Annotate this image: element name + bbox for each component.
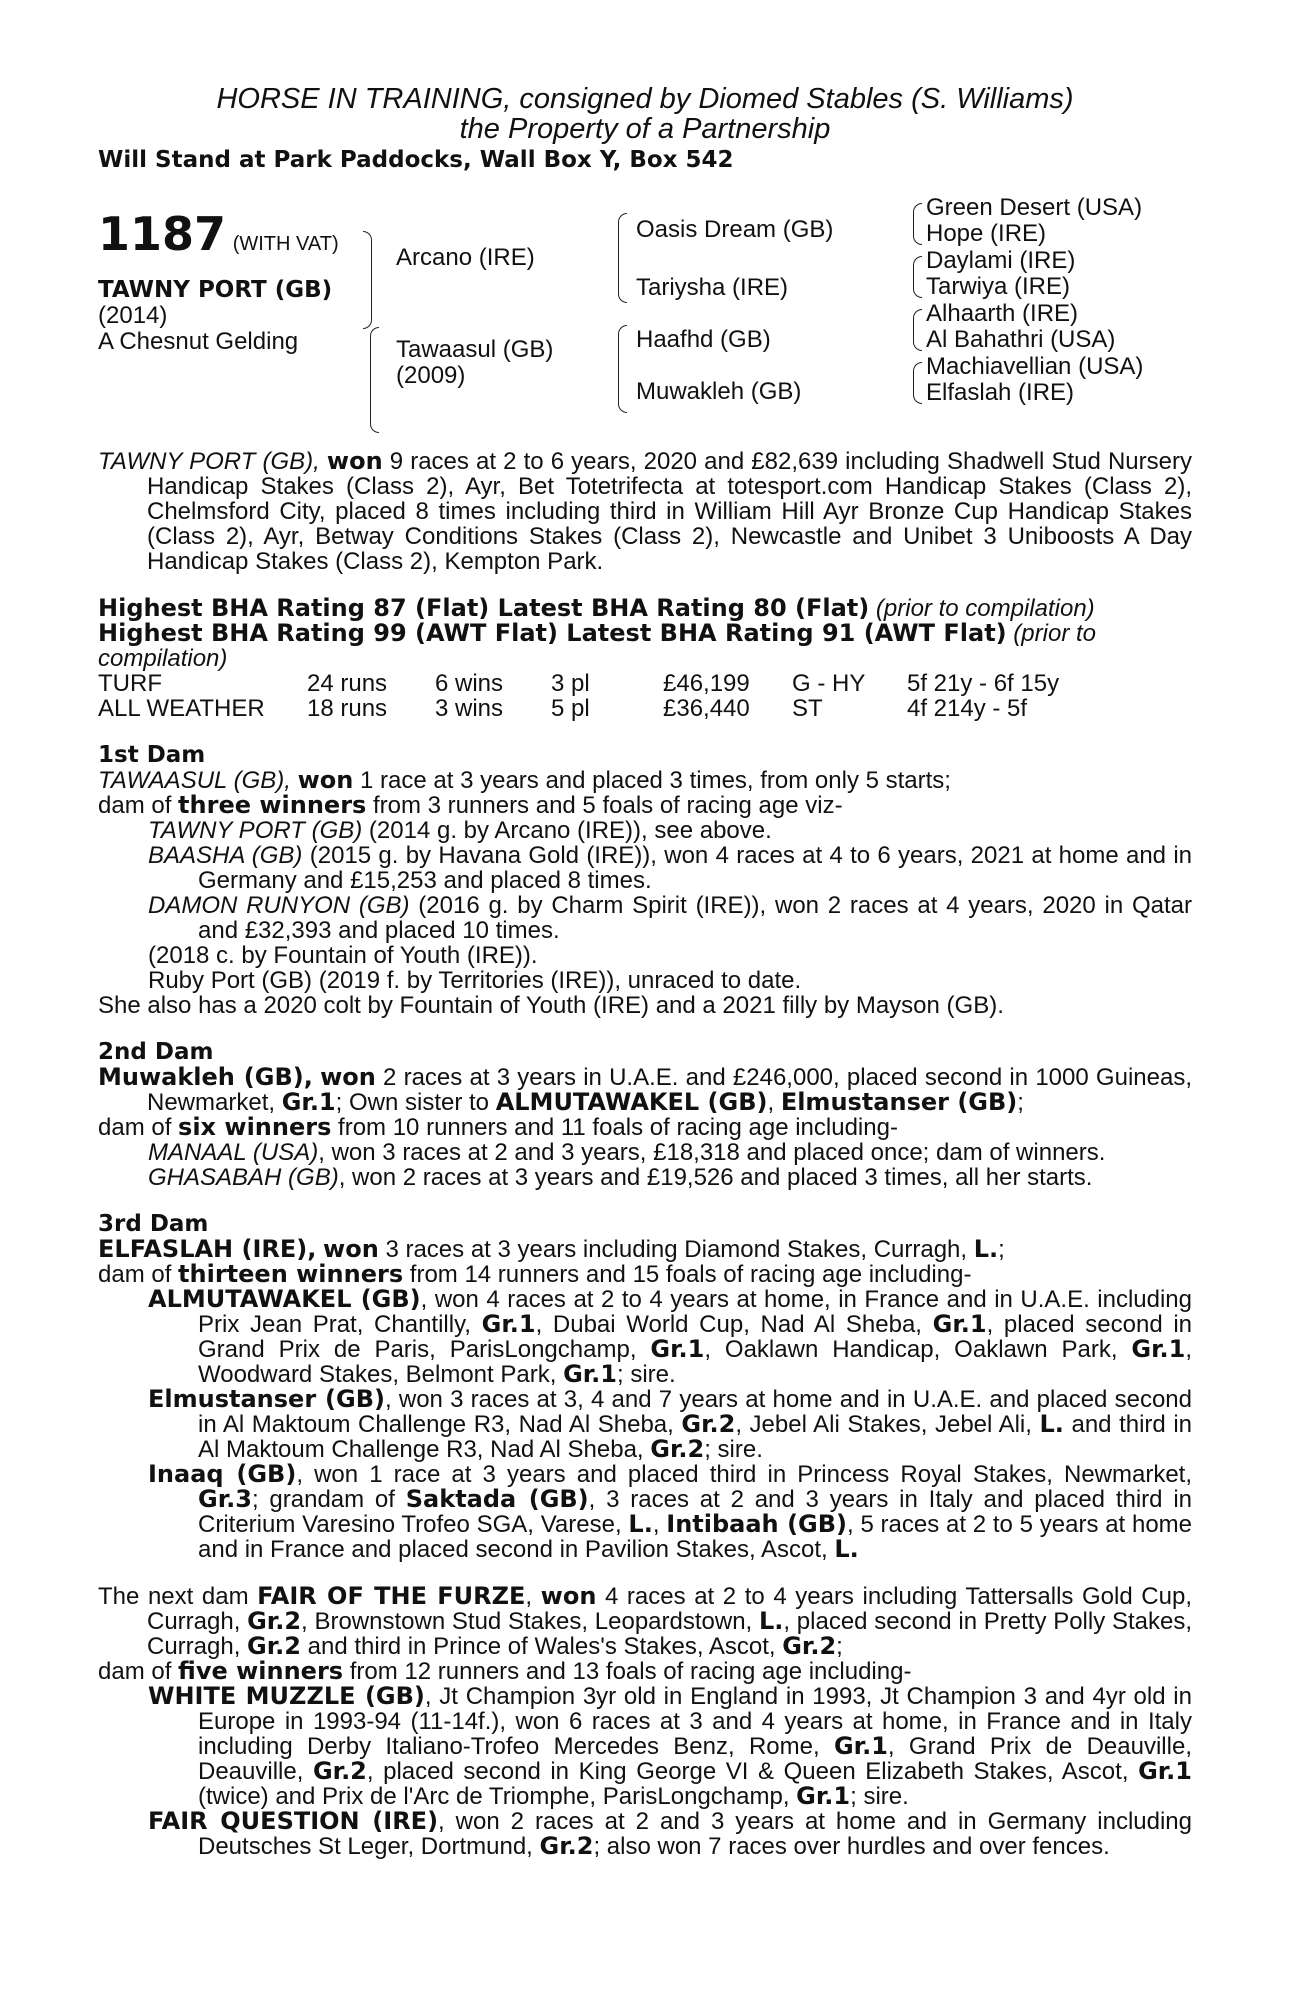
- next-dam-section: [98, 1584, 1192, 1859]
- table-row: [98, 696, 1059, 721]
- stabling-line: Will Stand at Park Paddocks, Wall Box Y, Box 542: [98, 147, 734, 173]
- dam-of-text: from 3 runners and 5 foals of racing age viz-: [366, 792, 843, 819]
- lot-number: 1187: [98, 207, 227, 261]
- horse-name: TAWNY PORT (GB): [98, 277, 333, 303]
- third-dam-section: [98, 1212, 1192, 1562]
- dam-line: [98, 1237, 1192, 1262]
- section-heading: 2nd Dam: [98, 1039, 214, 1065]
- progeny-text: ; sire.: [617, 1361, 676, 1388]
- progeny-name: TAWNY PORT (GB): [148, 817, 363, 844]
- distance-cell: 5f 21y - 6f 15y: [907, 670, 1060, 697]
- awt-rating-text: Highest BHA Rating 99 (AWT Flat) Latest BHA Rating 91 (AWT Flat): [98, 619, 1007, 647]
- progeny-text: ; grandam of: [251, 1486, 406, 1513]
- pedigree-bracket: [363, 231, 372, 329]
- surface-cell: ALL WEATHER: [98, 695, 265, 722]
- dam-name: TAWAASUL (GB),: [98, 767, 291, 794]
- progeny-item: [98, 893, 1192, 943]
- lot-number-line: [98, 207, 339, 261]
- progeny-name: Elmustanser (GB): [148, 1385, 385, 1413]
- dam-text: and third in Prince of Wales's Stakes, Ascot,: [300, 1633, 783, 1660]
- flat-rating: [98, 596, 1192, 621]
- progeny-item: Ruby Port (GB) (2019 f. by Territories (IRE)), unraced to date.: [148, 967, 802, 994]
- dam-text: 3 races at 3 years including Diamond Stakes, Curragh,: [378, 1236, 974, 1263]
- progeny-text: , Jt Champion 3yr old in England in 1993, Jt Champion 3 and 4yr old in Europe in 1993-94 (11-14f.), won 6 races at 3 and 4 years at home, in France and in Italy including Derby Italiano-Trofeo Mercedes Benz, Rome,: [198, 1683, 1192, 1760]
- sire: Arcano (IRE): [396, 244, 535, 271]
- section-heading: 1st Dam: [98, 742, 206, 768]
- separator: ,: [525, 1583, 541, 1610]
- progeny-name: BAASHA (GB): [148, 842, 303, 869]
- runs-cell: 18 runs: [307, 695, 388, 722]
- dam-dam: Muwakleh (GB): [636, 378, 802, 405]
- grade-label: Gr.1: [1138, 1757, 1192, 1785]
- foaling-year: (2014): [98, 302, 168, 329]
- grade-label: Gr.1: [481, 1310, 536, 1338]
- grade-label: Gr.1: [796, 1782, 851, 1810]
- grade-label: Gr.2: [782, 1632, 837, 1660]
- progeny-text: , won 2 races at 3 years and £19,526 and placed 3 times, all her starts.: [338, 1164, 1093, 1191]
- gen3-2: Hope (IRE): [926, 220, 1047, 247]
- dam-of-text: from 12 runners and 13 foals of racing age including-: [343, 1658, 912, 1685]
- progeny-text: , won 4 races at 2 to 4 years at home, in France and in U.A.E. including Prix Jean Prat, Chantilly,: [198, 1286, 1193, 1338]
- catalogue-page: [98, 84, 1192, 1859]
- progeny-name: DAMON RUNYON (GB): [148, 892, 410, 919]
- runs-cell: 24 runs: [307, 670, 388, 697]
- sire-dam: Tariysha (IRE): [636, 274, 789, 301]
- winners-count: three winners: [178, 791, 367, 819]
- grade-label: Gr.2: [681, 1410, 736, 1438]
- consignor-line: HORSE IN TRAINING, consigned by Diomed Stables (S. Williams): [216, 83, 1074, 115]
- race-summary: [98, 449, 1192, 574]
- progeny-text: , Dubai World Cup, Nad Al Sheba,: [535, 1311, 933, 1338]
- progeny-text: , 3 races at 2 and 3 years in Italy and placed third in Criterium Varesino Trofeo SGA, Varese,: [198, 1486, 1192, 1538]
- progeny-item: [98, 1165, 1192, 1190]
- progeny-text: , won 3 races at 3, 4 and 7 years at home and in U.A.E. and placed second in Al Maktoum Challenge R3, Nad Al Sheba,: [198, 1386, 1193, 1438]
- dam-of-line: [98, 1659, 1192, 1684]
- progeny-item: [98, 1684, 1192, 1809]
- won-label: won: [326, 447, 383, 475]
- vat-note: (WITH VAT): [232, 233, 339, 255]
- progeny-name: WHITE MUZZLE (GB): [148, 1682, 425, 1710]
- property-line: the Property of a Partnership: [459, 113, 831, 145]
- winners-count: six winners: [178, 1113, 332, 1141]
- gen3-5: Alhaarth (IRE): [926, 300, 1079, 327]
- grade-label: Gr.2: [650, 1435, 705, 1463]
- gen3-6: Al Bahathri (USA): [926, 326, 1116, 353]
- grade-label: L.: [758, 1607, 784, 1635]
- progeny-name: GHASABAH (GB): [148, 1164, 339, 1191]
- grandprogeny-name: Intibaah (GB): [666, 1510, 848, 1538]
- progeny-name: Inaaq (GB): [148, 1460, 297, 1488]
- progeny-text: , Oaklawn Handicap, Oaklawn Park,: [704, 1336, 1132, 1363]
- table-row: [98, 671, 1059, 696]
- won-label: won: [320, 1063, 376, 1091]
- dam-of-label: dam of: [98, 1114, 179, 1141]
- progeny-text: , Grand Prix de Deauville, Deauville,: [198, 1733, 1192, 1785]
- won-label: won: [323, 1235, 379, 1263]
- dam-of-line: [98, 1115, 1192, 1140]
- progeny-text: , placed second in King George VI & Queen Elizabeth Stakes, Ascot,: [366, 1758, 1139, 1785]
- dam-name: FAIR OF THE FURZE: [257, 1582, 526, 1610]
- flat-rating-text: Highest BHA Rating 87 (Flat) Latest BHA Rating 80 (Flat): [98, 594, 870, 622]
- progeny-text: and third in Al Maktoum Challenge R3, Nad Al Sheba,: [198, 1411, 1193, 1463]
- progeny-item: (2018 c. by Fountain of Youth (IRE)).: [148, 942, 538, 969]
- pedigree-bracket: [370, 327, 379, 433]
- gen3-1: Green Desert (USA): [926, 194, 1143, 221]
- dam-text: 4 races at 2 to 4 years including Tattersalls Gold Cup, Curragh,: [147, 1583, 1192, 1635]
- dam-of-label: dam of: [98, 792, 179, 819]
- second-dam-section: [98, 1040, 1192, 1190]
- race-record-table: [98, 671, 1059, 721]
- going-cell: ST: [792, 695, 823, 722]
- placed-cell: 3 pl: [551, 670, 590, 697]
- progeny-text: , 5 races at 2 to 5 years at home and in France and placed second in Pavilion Stakes, Ascot,: [198, 1511, 1193, 1563]
- grade-label: L.: [628, 1510, 653, 1538]
- grandprogeny-name: Saktada (GB): [405, 1485, 589, 1513]
- summary-text: 9 races at 2 to 6 years, 2020 and £82,639 including Shadwell Stud Nursery Handicap Stakes (Class 2), Ayr, Bet Totetrifecta at totesport.com Handicap Stakes (Class 2), Chelmsford City, placed 8 times including third in William Hill Ayr Bronze Cup Handicap Stakes (Class 2), Ayr, Betway Conditions Stakes (Class 2), Newcastle and Unibet 3 Uniboosts A Day Handicap Stakes (Class 2), Kempton Park.: [147, 448, 1192, 575]
- progeny-text: (2014 g. by Arcano (IRE)), see above.: [362, 817, 772, 844]
- dam-text: 2 races at 3 years in U.A.E. and £246,000, placed second in 1000 Guineas, Newmarket,: [147, 1064, 1192, 1116]
- separator: ,: [652, 1511, 667, 1538]
- progeny-name: MANAAL (USA): [148, 1139, 319, 1166]
- pedigree-bracket: [913, 203, 922, 245]
- dam-of-line: [98, 793, 1192, 818]
- dam-line: [98, 768, 1192, 793]
- progeny-item: [98, 843, 1192, 893]
- dam-of-label: dam of: [98, 1658, 179, 1685]
- separator: ,: [767, 1089, 781, 1116]
- progeny-item: [98, 1287, 1192, 1387]
- gen3-8: Elfaslah (IRE): [926, 379, 1075, 406]
- grade-label: Gr.1: [281, 1088, 336, 1116]
- pedigree-bracket: [913, 309, 922, 351]
- sire-sire: Oasis Dream (GB): [636, 216, 834, 243]
- awt-rating: [98, 621, 1192, 671]
- dam: Tawaasul (GB): [396, 336, 554, 363]
- wins-cell: 6 wins: [435, 670, 504, 697]
- surface-cell: TURF: [98, 670, 162, 697]
- dam-of-label: dam of: [98, 1261, 179, 1288]
- dam-text: , Brownstown Stud Stakes, Leopardstown,: [301, 1608, 759, 1635]
- distance-cell: 4f 214y - 5f: [907, 695, 1028, 722]
- section-heading: 3rd Dam: [98, 1211, 209, 1237]
- grade-label: Gr.3: [198, 1485, 252, 1513]
- wins-cell: 3 wins: [435, 695, 504, 722]
- progeny-name: ALMUTAWAKEL (GB): [148, 1285, 421, 1313]
- progeny-text: (2015 g. by Havana Gold (IRE)), won 4 races at 4 to 6 years, 2021 at home and in Germany and £15,253 and placed 8 times.: [198, 842, 1192, 894]
- dam-name: Muwakleh (GB),: [98, 1063, 313, 1091]
- grade-label: L.: [834, 1535, 859, 1563]
- grade-label: Gr.2: [312, 1757, 367, 1785]
- placed-cell: 5 pl: [551, 695, 590, 722]
- going-cell: G - HY: [792, 670, 866, 697]
- separator: ;: [1017, 1089, 1024, 1116]
- progeny-item: [98, 1462, 1192, 1562]
- dam-sire: Haafhd (GB): [636, 326, 771, 353]
- horse-name-italic: TAWNY PORT (GB),: [98, 448, 320, 475]
- progeny-text: , won 1 race at 3 years and placed third in Princess Royal Stakes, Newmarket,: [296, 1461, 1193, 1488]
- gen3-3: Daylami (IRE): [926, 247, 1076, 274]
- won-label: won: [540, 1582, 597, 1610]
- gen3-7: Machiavellian (USA): [926, 353, 1144, 380]
- dam-line: [98, 1065, 1192, 1115]
- pedigree-bracket: [913, 256, 922, 298]
- progeny-item: [98, 1140, 1192, 1165]
- grade-label: Gr.1: [833, 1732, 888, 1760]
- grade-label: Gr.2: [247, 1607, 302, 1635]
- progeny-item: [98, 1809, 1192, 1859]
- separator: ;: [998, 1236, 1005, 1263]
- grade-label: Gr.2: [539, 1832, 594, 1860]
- rating-note: (prior to compilation): [869, 595, 1095, 622]
- progeny-text: (2016 g. by Charm Spirit (IRE)), won 2 races at 4 years, 2020 in Qatar and £32,393 and placed 10 times.: [198, 892, 1192, 944]
- grade-label: Gr.1: [650, 1335, 705, 1363]
- grade-label: Gr.1: [563, 1360, 617, 1388]
- first-dam-section: [98, 743, 1192, 1018]
- progeny-item: [98, 1387, 1192, 1462]
- progeny-text: , Woodward Stakes, Belmont Park,: [198, 1336, 1193, 1388]
- dam-of-text: from 14 runners and 15 foals of racing age including-: [403, 1261, 972, 1288]
- earnings-cell: £46,199: [663, 670, 750, 697]
- separator: ;: [836, 1633, 843, 1660]
- progeny-name: FAIR QUESTION (IRE): [148, 1807, 439, 1835]
- progeny-text: (twice) and Prix de l'Arc de Triomphe, ParisLongchamp,: [198, 1783, 797, 1810]
- ratings-block: [98, 596, 1192, 671]
- progeny-text: , won 3 races at 2 and 3 years, £18,318 and placed once; dam of winners.: [318, 1139, 1106, 1166]
- rating-note: (prior to compilation): [98, 620, 1096, 672]
- dam-year: (2009): [396, 362, 466, 389]
- progeny-item: [98, 818, 1192, 843]
- pedigree-block: [98, 189, 1192, 439]
- dam-text: ; Own sister to: [335, 1089, 496, 1116]
- horse-description: A Chesnut Gelding: [98, 328, 299, 355]
- dam-text: 1 race at 3 years and placed 3 times, from only 5 starts;: [353, 767, 951, 794]
- earnings-cell: £36,440: [663, 695, 750, 722]
- won-label: won: [297, 766, 354, 794]
- pedigree-bracket: [913, 362, 922, 404]
- pedigree-bracket: [618, 325, 627, 413]
- grade-label: Gr.1: [932, 1310, 987, 1338]
- progeny-text: ; also won 7 races over hurdles and over fences.: [593, 1833, 1110, 1860]
- progeny-text: , placed second in Grand Prix de Paris, ParisLongchamp,: [198, 1311, 1193, 1363]
- dam-of-text: from 10 runners and 11 foals of racing age including-: [331, 1114, 898, 1141]
- also-note: She also has a 2020 colt by Fountain of Youth (IRE) and a 2021 filly by Mayson (GB).: [98, 992, 1004, 1019]
- dam-name: ELFASLAH (IRE),: [98, 1235, 317, 1263]
- lead-text: The next dam: [98, 1583, 258, 1610]
- progeny-text: ; sire.: [850, 1783, 909, 1810]
- progeny-text: ; sire.: [704, 1436, 763, 1463]
- grade-label: L.: [1039, 1410, 1064, 1438]
- grade-label: Gr.2: [247, 1632, 301, 1660]
- dam-text: , placed second in Pretty Polly Stakes, Curragh,: [147, 1608, 1192, 1660]
- winners-count: thirteen winners: [178, 1260, 404, 1288]
- progeny-text: , Jebel Ali Stakes, Jebel Ali,: [735, 1411, 1040, 1438]
- dam-of-line: [98, 1262, 1192, 1287]
- grade-label: L.: [973, 1235, 999, 1263]
- sibling-name: ALMUTAWAKEL (GB): [495, 1088, 768, 1116]
- dam-line: [98, 1584, 1192, 1659]
- pedigree-bracket: [618, 213, 627, 303]
- gen3-4: Tarwiya (IRE): [926, 273, 1071, 300]
- winners-count: five winners: [178, 1657, 344, 1685]
- progeny-text: , won 2 races at 2 and 3 years at home and in Germany including Deutsches St Leger, Dortmund,: [198, 1808, 1192, 1860]
- sibling-name: Elmustanser (GB): [780, 1088, 1018, 1116]
- grade-label: Gr.1: [1131, 1335, 1186, 1363]
